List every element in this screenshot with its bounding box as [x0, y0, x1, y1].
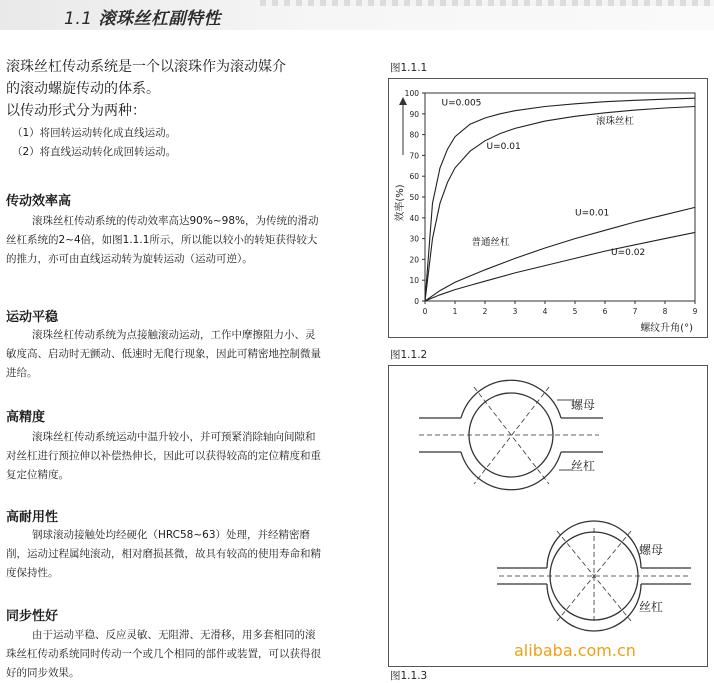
series-label-3: U=0.02 — [611, 248, 646, 259]
x-tick-label-2: 2 — [482, 307, 488, 316]
gothic-arch-diagram — [419, 380, 603, 489]
series-line-3 — [425, 232, 695, 301]
series-line-0 — [425, 98, 695, 301]
efficiency-chart — [389, 79, 707, 337]
figure-3-label: 图1.1.3 — [390, 670, 428, 682]
y-tick-label-2: 20 — [409, 255, 419, 265]
y-axis-arrow-head — [399, 97, 407, 105]
type-item-2: （2）将直线运动转化成回转运动。 — [12, 146, 177, 158]
annotation-plain-screw: 普通丝杠 — [471, 236, 510, 248]
nut-label-1: 螺母 — [571, 398, 596, 412]
series-label-0: U=0.005 — [441, 98, 482, 109]
annotation-ball-screw: 滚珠丝杠 — [596, 116, 635, 128]
section-body-smooth: 滚珠丝杠传动系统为点接触滚动运动，工作中摩擦阻力小、灵敏度高、启动时无颤动、低速时无爬行现象，因此可精密地控制微量进给。 — [6, 329, 321, 379]
screw-label-1: 丝杠 — [571, 459, 596, 473]
y-tick-label-3: 30 — [409, 234, 419, 244]
x-tick-label-7: 7 — [632, 307, 638, 316]
x-tick-label-3: 3 — [512, 307, 518, 316]
x-tick-label-9: 9 — [692, 307, 698, 316]
series-line-1 — [425, 107, 695, 302]
y-tick-label-5: 50 — [409, 193, 419, 202]
ball-contact-diagram — [389, 366, 707, 666]
nut-label-2: 螺母 — [639, 543, 664, 557]
section-title-precision: 高精度 — [6, 410, 46, 425]
y-tick-label-10: 100 — [404, 89, 419, 98]
y-tick-label-1: 10 — [409, 276, 419, 286]
screw-label-2: 丝杠 — [639, 600, 664, 614]
screw-groove-arc-2 — [547, 584, 641, 631]
intro-line-3: 以传动形式分为两种： — [6, 103, 146, 119]
section-body-precision: 滚珠丝杠传动系统运动中温升较小，并可预紧消除轴向间隙和对丝杠进行预拉伸以补偿热伸长，因此可以获得较高的定位精度和重复定位精度。 — [6, 431, 321, 481]
section-title: 滚珠丝杠副特性 — [98, 9, 222, 29]
x-tick-label-4: 4 — [542, 307, 548, 316]
efficiency-chart-frame — [388, 78, 708, 338]
section-title-efficiency: 传动效率高 — [6, 194, 72, 209]
y-axis-label: 效率(%) — [395, 184, 406, 222]
y-tick-label-0: 0 — [414, 297, 419, 306]
figure-1-label: 图1.1.1 — [390, 62, 428, 74]
y-tick-label-7: 70 — [409, 151, 419, 161]
section-body-durability: 钢球滚动接触处均经硬化（HRC58~63）处理，并经精密磨削，运动过程属纯滚动，相对磨损甚微，故具有较高的使用寿命和精度保持性。 — [6, 529, 321, 579]
intro-block — [6, 56, 336, 162]
figure-2-label: 图1.1.2 — [390, 349, 428, 361]
ball-diagram-frame — [388, 365, 708, 667]
x-tick-label-6: 6 — [602, 307, 608, 316]
y-tick-label-9: 90 — [409, 109, 419, 119]
type-item-1: （1）将回转运动转化成直线运动。 — [12, 127, 177, 139]
section-body-efficiency: 滚珠丝杠传动系统的传动效率高达90%~98%，为传统的滑动丝杠系统的2~4倍，如图1.1.1所示，所以能以较小的转矩获得较大的推力，亦可由直线运动转为旋转运动（运动可逆）。 — [6, 215, 319, 265]
series-label-2: U=0.01 — [575, 208, 610, 219]
x-axis-label: 螺纹升角(°) — [640, 323, 693, 334]
y-tick-label-8: 80 — [409, 130, 419, 140]
x-tick-label-1: 1 — [452, 307, 458, 316]
section-number: 1.1 — [64, 9, 93, 29]
section-title-durability: 高耐用性 — [6, 510, 59, 525]
series-label-1: U=0.01 — [486, 142, 521, 153]
intro-line-2: 的滚动螺旋传动的体系。 — [6, 81, 160, 97]
watermark-text: alibaba.com.cn — [514, 641, 636, 660]
x-tick-label-0: 0 — [422, 307, 428, 316]
y-tick-label-4: 40 — [409, 213, 419, 223]
plot-area — [425, 93, 695, 301]
circular-arc-diagram — [497, 521, 691, 631]
y-tick-label-6: 60 — [409, 172, 419, 182]
section-body-sync: 由于运动平稳、反应灵敏、无阻滞、无滑移，用多套相同的滚珠丝杠传动系统同时传动一个或几个相同的部件或装置，可以获得很好的同步效果。 — [6, 629, 321, 679]
section-title-sync: 同步性好 — [6, 609, 59, 624]
intro-line-1: 滚珠丝杠传动系统是一个以滚珠作为滚动媒介 — [6, 59, 286, 75]
section-title-smooth: 运动平稳 — [6, 310, 59, 325]
x-tick-label-8: 8 — [662, 307, 668, 316]
x-tick-label-5: 5 — [572, 307, 578, 316]
page-title — [64, 4, 221, 29]
